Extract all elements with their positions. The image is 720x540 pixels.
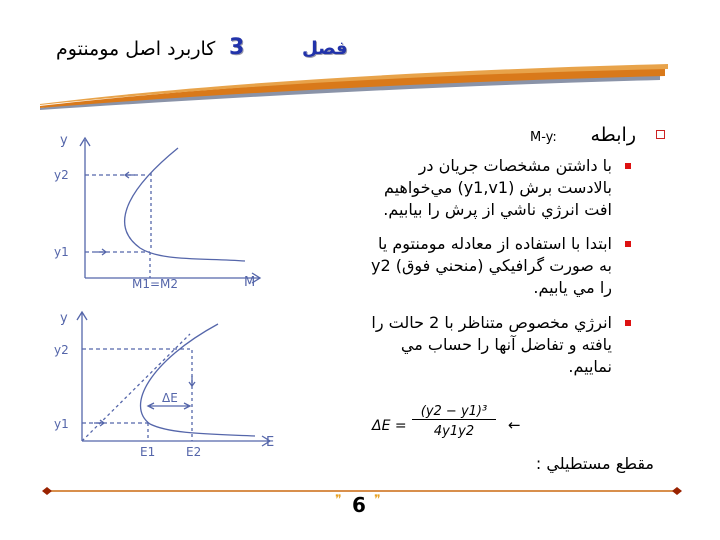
bullet-1-line-1: با داشتن مشخصات جريان در (418, 156, 612, 175)
bullet-marker (625, 241, 631, 247)
bullet-marker (625, 163, 631, 169)
y1-label: y1 (54, 245, 69, 259)
heading-suffix: M-y: (530, 130, 557, 145)
page-number: 6 (352, 493, 366, 517)
content-heading (590, 124, 636, 146)
footer-caption: مقطع مستطيلي : (535, 454, 654, 473)
quote-right-icon: ❞ (374, 492, 381, 506)
header-swoosh (0, 60, 720, 115)
y-axis-label: y (60, 311, 68, 326)
quote-left-icon: ❞ (335, 492, 342, 506)
e2-label: E2 (186, 445, 202, 459)
x-axis-label: E (266, 435, 275, 450)
e1-label: E1 (140, 445, 156, 459)
y2-label: y2 (54, 343, 69, 357)
bullet-marker (625, 320, 631, 326)
formula-denominator: 4y1y2 (433, 424, 475, 439)
bullet-3-line-3: نماييم. (568, 357, 612, 376)
formula-numerator: (y2 − y1)³ (412, 404, 496, 420)
bullet-1-line-2: بالادست برش (y1,v1) مي‌خواهيم (383, 178, 612, 197)
bullet-open-square (656, 130, 665, 139)
bullet-1 (292, 155, 612, 221)
bullet-3-line-2: يافته و تفاضل آنها را حساب مي (400, 335, 612, 354)
specific-energy-figure (30, 306, 290, 468)
chapter-label: فصل (302, 38, 348, 59)
bullet-1-line-3: افت انرژي ناشي از پرش را بيابيم. (383, 200, 612, 219)
y1-label: y1 (54, 417, 69, 431)
formula-lhs: ΔE = (372, 418, 407, 434)
chapter-number: 3 (229, 35, 245, 60)
x-axis-label: M (244, 275, 256, 290)
y2-label: y2 (54, 168, 69, 182)
momentum-curve-figure (30, 128, 270, 293)
heading-text: رابطه (590, 124, 636, 146)
slide-title: کاربرد اصل مومنتوم (56, 38, 216, 60)
bullet-3-line-1: انرژي مخصوص متناظر با 2 حالت را (371, 313, 612, 332)
bullet-2-line-2: به صورت گرافيكي (منحني فوق) y2 (371, 256, 612, 275)
bullet-2-line-3: را مي يابيم. (533, 278, 612, 297)
bullet-2 (292, 233, 612, 299)
delta-e-label: ΔE (162, 391, 178, 405)
bullet-3 (292, 312, 612, 378)
y-axis-label: y (60, 133, 68, 148)
bullet-2-line-1: ابتدا با استفاده از معادله مومنتوم يا (377, 234, 612, 253)
m-tick-label: M1=M2 (132, 277, 179, 291)
formula-arrow: ← (508, 416, 521, 434)
